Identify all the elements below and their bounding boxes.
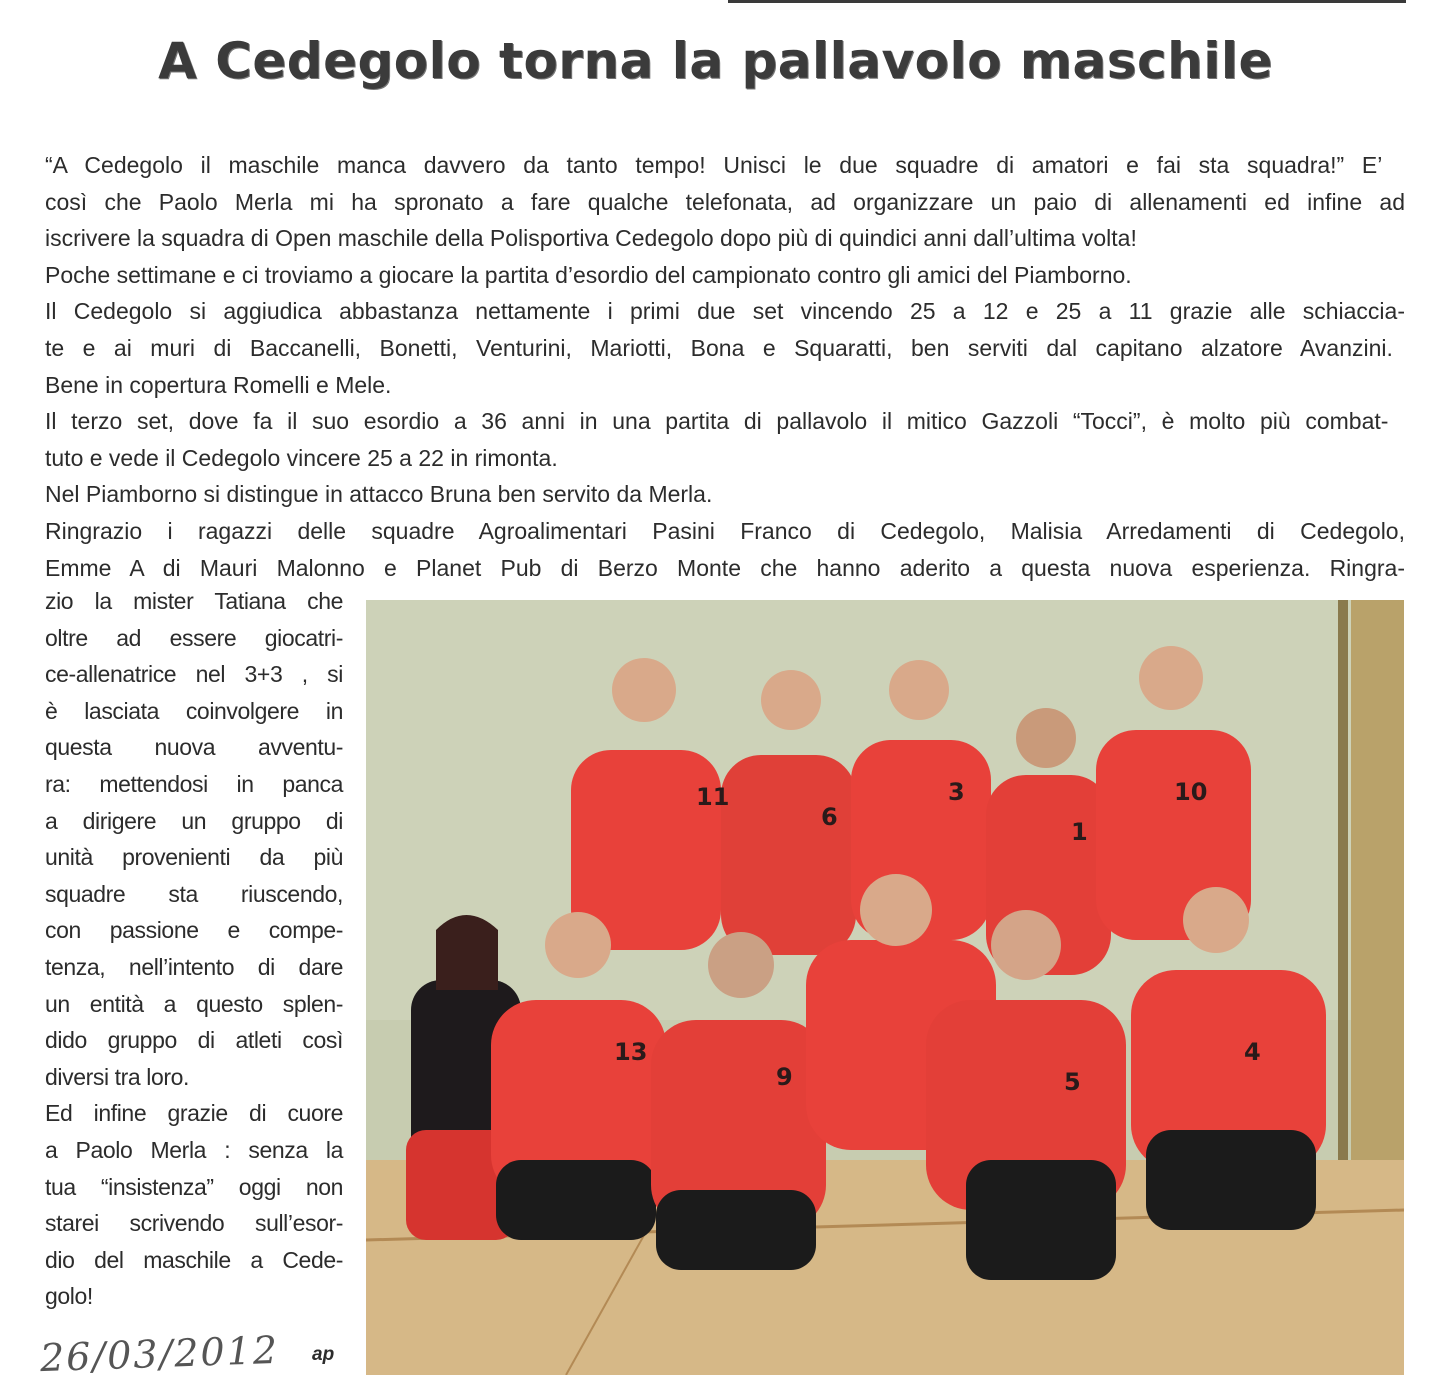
body-line: Emme A di Mauri Malonno e Planet Pub di Berzo Monte che hanno aderito a questa nuova esperienza. Ringra-	[45, 554, 1405, 581]
body-line: Ringrazio i ragazzi delle squadre Agroalimentari Pasini Franco di Cedegolo, Malisia Arredamenti di Cedegolo,	[45, 517, 1405, 544]
body-line: Poche settimane e ci troviamo a giocare la partita d’esordio del campionato contro gli amici del Piamborno.	[45, 261, 1132, 288]
side-line: zio la mister Tatiana che	[45, 588, 343, 614]
side-line: dido gruppo di atleti così	[45, 1027, 343, 1054]
article-side-column	[45, 583, 345, 1315]
article-headline: A Cedegolo torna la pallavolo maschile	[158, 32, 1273, 90]
article-body	[45, 147, 1405, 586]
handwritten-date: 26/03/2012	[39, 1327, 280, 1381]
author-initials: ap	[312, 1344, 335, 1365]
side-line: ra: mettendosi in panca	[45, 770, 343, 797]
side-line: è lasciata coinvolgere in	[45, 697, 343, 724]
side-line: dio del maschile a Cede-	[45, 1246, 343, 1273]
side-line: Ed infine grazie di cuore	[45, 1100, 343, 1127]
body-line: Il terzo set, dove fa il suo esordio a 36 anni in una partita di pallavolo il mitico Gazzoli “Tocci”, è molto più combat-	[45, 408, 1389, 435]
body-line: così che Paolo Merla mi ha spronato a fare qualche telefonata, ad organizzare un paio di allenamenti ed infine ad	[45, 188, 1405, 215]
top-rule	[728, 0, 1406, 3]
team-photo	[366, 600, 1404, 1375]
side-line: unità provenienti da più	[45, 844, 343, 871]
body-line: Nel Piamborno si distingue in attacco Bruna ben servito da Merla.	[45, 481, 713, 508]
jersey-number: 10	[1174, 778, 1208, 806]
jersey-number: 11	[696, 783, 730, 811]
jersey-number: 4	[1244, 1038, 1261, 1066]
jersey-number: 6	[821, 803, 838, 831]
side-line: a dirigere un gruppo di	[45, 807, 343, 834]
jersey-number: 13	[614, 1038, 648, 1066]
body-line: Bene in copertura Romelli e Mele.	[45, 371, 392, 398]
jersey-number: 1	[1071, 818, 1088, 846]
body-line: iscrivere la squadra di Open maschile della Polisportiva Cedegolo dopo più di quindici anni dall’ultima volta!	[45, 225, 1137, 252]
body-line: Il Cedegolo si aggiudica abbastanza nettamente i primi due set vincendo 25 a 12 e 25 a 11 grazie alle schiaccia-	[45, 298, 1405, 325]
side-line: tenza, nell’intento di dare	[45, 953, 343, 980]
side-line: ce-allenatrice nel 3+3 , si	[45, 661, 343, 688]
side-line: diversi tra loro.	[45, 1063, 190, 1090]
jersey-number: 3	[948, 778, 965, 806]
side-line: golo!	[45, 1283, 93, 1310]
body-line: “A Cedegolo il maschile manca davvero da tanto tempo! Unisci le due squadre di amatori e fai sta squadra!” E’	[45, 152, 1383, 178]
side-line: squadre sta riuscendo,	[45, 880, 343, 907]
body-line: tuto e vede il Cedegolo vincere 25 a 22 in rimonta.	[45, 444, 558, 471]
side-line: con passione e compe-	[45, 917, 343, 944]
side-line: tua “insistenza” oggi non	[45, 1173, 343, 1200]
side-line: oltre ad essere giocatri-	[45, 624, 343, 651]
body-line: te e ai muri di Baccanelli, Bonetti, Venturini, Mariotti, Bona e Squaratti, ben serviti dal capitano alzatore Avanzini.	[45, 334, 1393, 361]
jersey-number: 5	[1064, 1068, 1081, 1096]
side-line: starei scrivendo sull’esor-	[45, 1210, 343, 1237]
side-line: un entità a questo splen-	[45, 990, 343, 1017]
side-line: questa nuova avventu-	[45, 734, 343, 761]
side-line: a Paolo Merla : senza la	[45, 1136, 343, 1163]
jersey-number: 9	[776, 1063, 793, 1091]
team-photo-illustration	[366, 600, 1404, 1375]
